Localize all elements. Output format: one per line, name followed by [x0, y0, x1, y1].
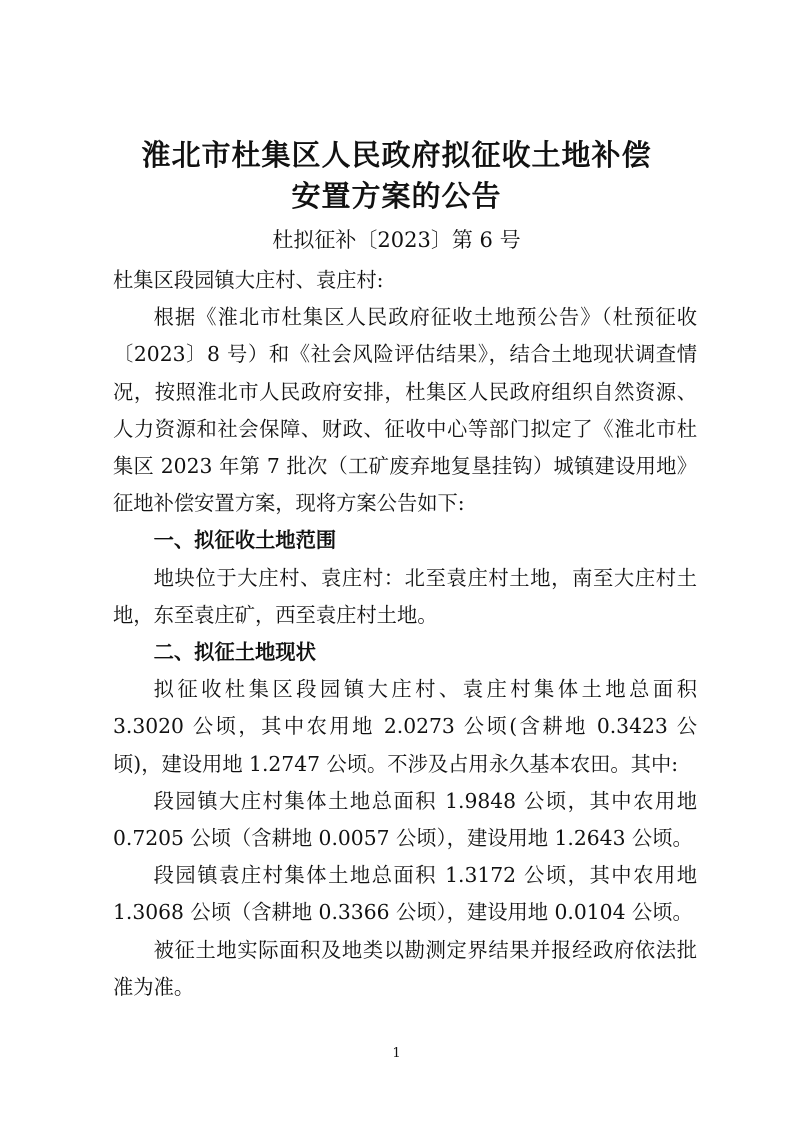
section-heading-2: 二、拟征土地现状: [153, 640, 316, 665]
paragraph-land-scope: 地块位于大庄村、袁庄村：北至袁庄村土地，南至大庄村土地，东至袁庄矿，西至袁庄村土地。: [113, 565, 697, 627]
section-heading-1: 一、拟征收土地范围: [153, 528, 337, 553]
paragraph-final-note: 被征土地实际面积及地类以勘测定界结果并报经政府依法批准为准。: [113, 937, 697, 999]
document-body: [113, 262, 697, 1006]
paragraph-yuanzhuang-village: 段园镇袁庄村集体土地总面积 1.3172 公顷，其中农用地 1.3068 公顷（含耕地 0.3366 公顷），建设用地 0.0104 公顷。: [113, 863, 697, 925]
addressee: 杜集区段园镇大庄村、袁庄村:: [113, 268, 384, 292]
document-number: 杜拟征补〔2023〕第 6 号: [272, 228, 521, 252]
document-title-line-1: 淮北市杜集区人民政府拟征收土地补偿: [141, 138, 652, 172]
paragraph-land-total: 拟征收杜集区段园镇大庄村、袁庄村集体土地总面积 3.3020 公顷，其中农用地 2.0273 公顷(含耕地 0.3423 公顷)，建设用地 1.2747 公顷。不涉及占用永久基本农田。其中:: [113, 677, 697, 776]
page-number: 1: [392, 1046, 401, 1061]
document-title-line-2: 安置方案的公告: [291, 179, 502, 213]
paragraph-basis: 根据《淮北市杜集区人民政府征收土地预公告》（杜预征收〔2023〕8 号）和《社会风险评估结果》，结合土地现状调查情况，按照淮北市人民政府安排，杜集区人民政府组织自然资源、人力资源和社会保障、财政、征收中心等部门拟定了《淮北市杜集区 2023 年第 7 批次（工矿废弃地复垦挂钩）城镇建设用地》征地补偿安置方案，现将方案公告如下:: [113, 305, 697, 516]
paragraph-dazhuang-village: 段园镇大庄村集体土地总面积 1.9848 公顷，其中农用地 0.7205 公顷（含耕地 0.0057 公顷），建设用地 1.2643 公顷。: [113, 788, 697, 851]
